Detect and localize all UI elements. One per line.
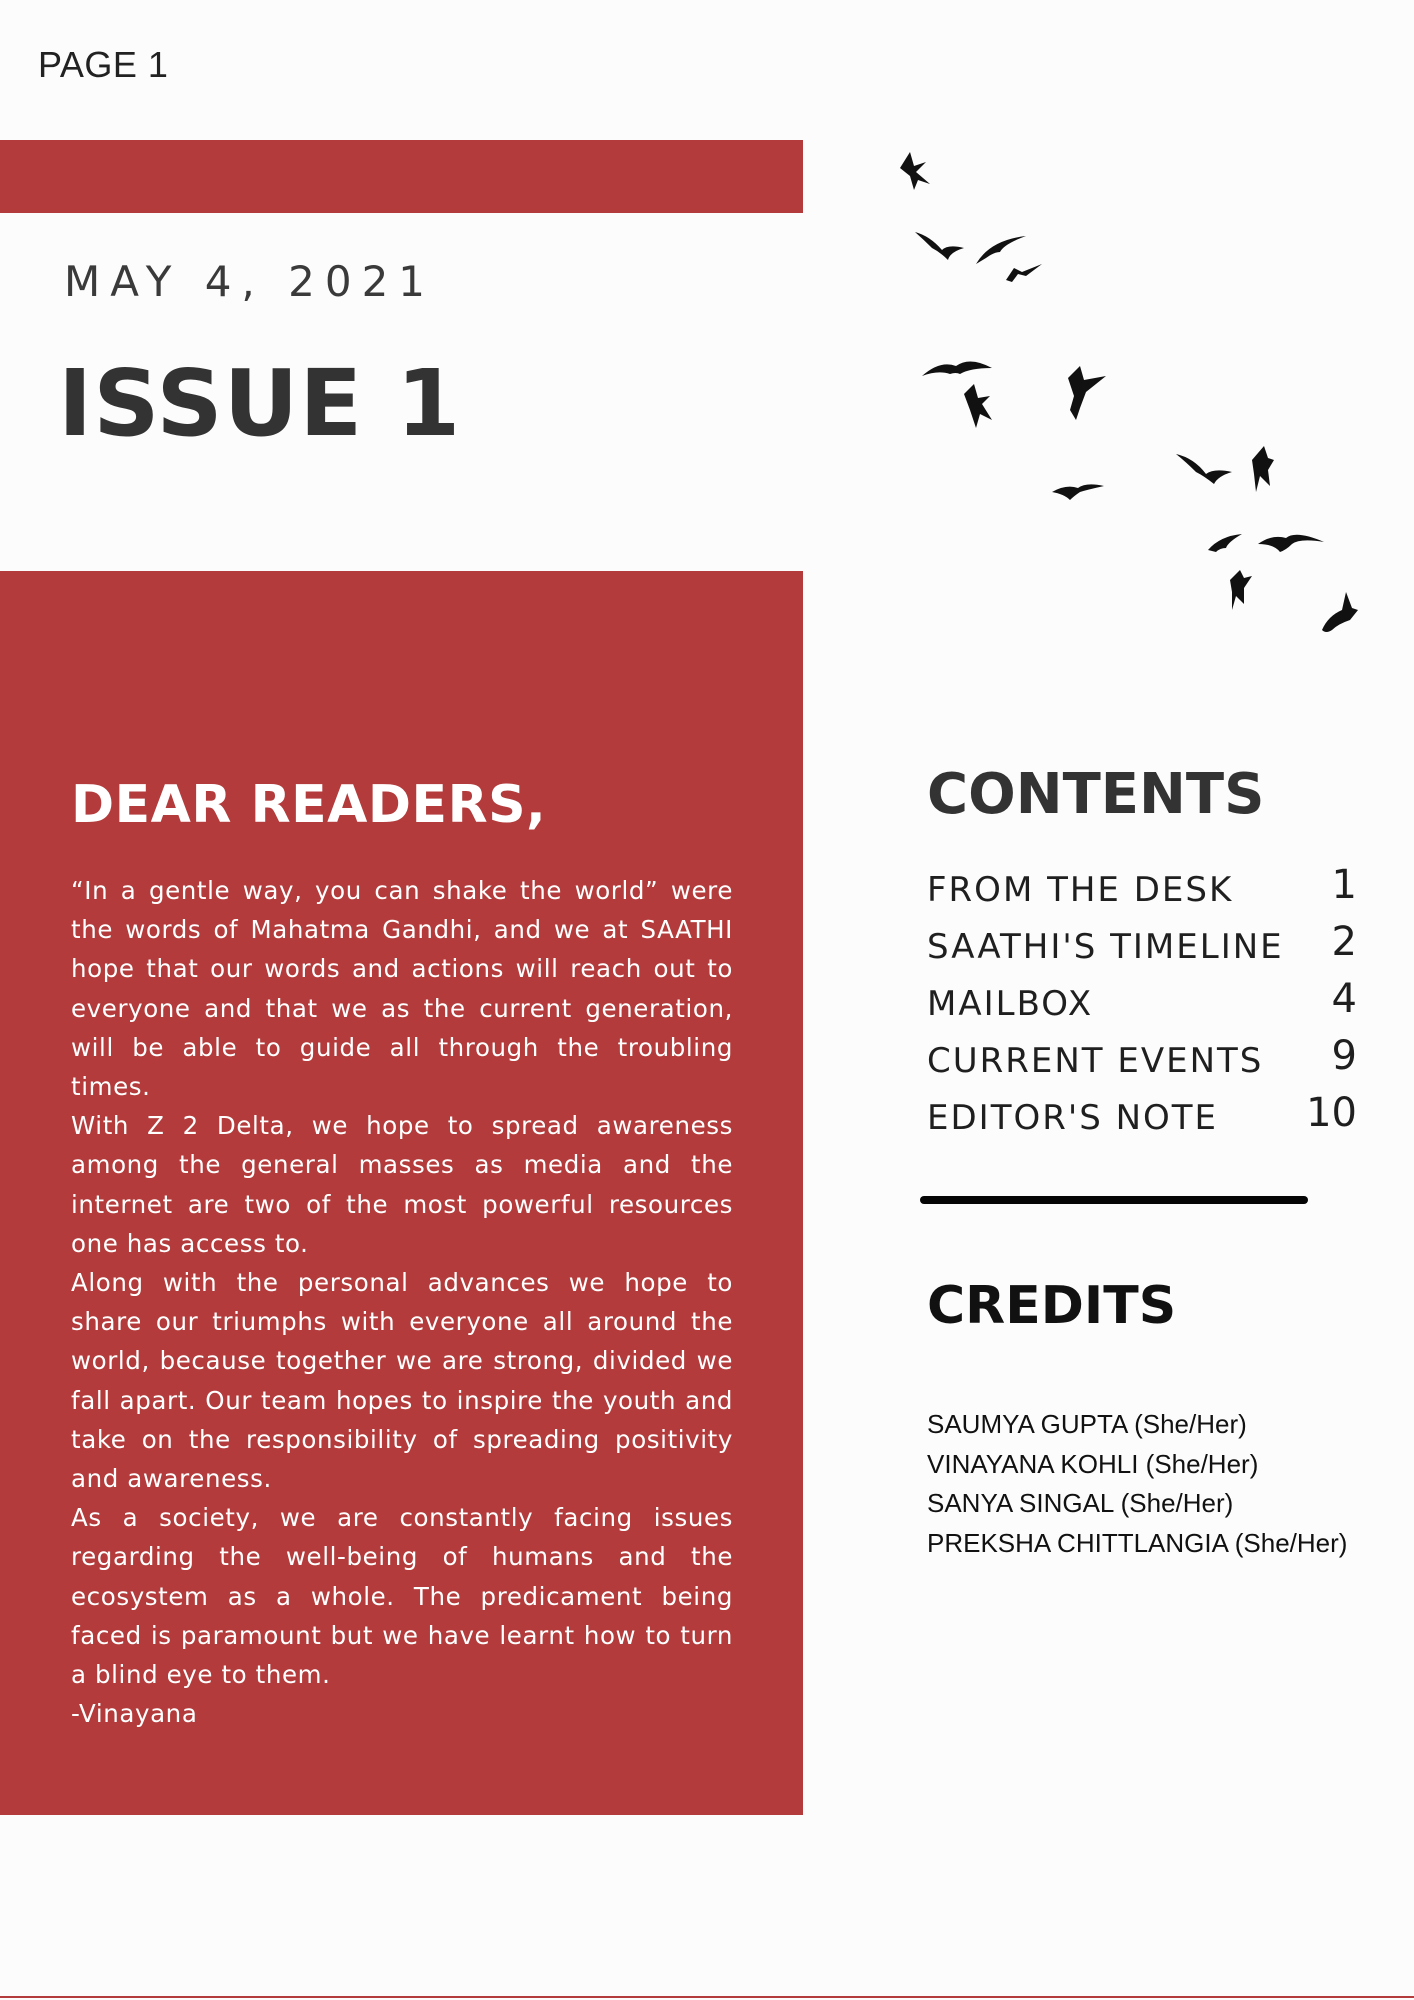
- letter-paragraph: “In a gentle way, you can shake the world” were the words of Mahatma Gandhi, and we at SAATHI hope that our words and actions will reach out to everyone and that we as the current generation, will be able to guide all through the troubling times.: [71, 876, 733, 1102]
- contents-item-title: SAATHI'S TIMELINE: [927, 927, 1284, 967]
- flying-birds-illustration: [880, 140, 1360, 650]
- bird-icon: [1258, 535, 1324, 552]
- contents-item-title: FROM THE DESK: [927, 870, 1234, 910]
- bird-icon: [976, 236, 1026, 264]
- bird-icon: [1208, 534, 1242, 552]
- bird-icon: [1006, 264, 1042, 282]
- top-accent-bar: [0, 140, 803, 213]
- contents-item-title: EDITOR'S NOTE: [927, 1098, 1219, 1138]
- bird-icon: [1230, 570, 1252, 610]
- contents-item-page: 2: [1331, 919, 1357, 965]
- letter-signature: -Vinayana: [71, 1699, 198, 1729]
- contents-item-title: MAILBOX: [927, 984, 1094, 1024]
- bird-flock-icon: [900, 152, 1358, 632]
- contents-item[interactable]: [927, 1090, 1367, 1147]
- letter-heading: DEAR READERS,: [71, 775, 547, 835]
- credits-list: [927, 1405, 1347, 1563]
- bird-icon: [964, 384, 992, 428]
- contents-item[interactable]: [927, 862, 1367, 919]
- credit-name: SANYA SINGAL (She/Her): [927, 1488, 1234, 1518]
- bird-icon: [922, 361, 992, 376]
- issue-title: ISSUE 1: [58, 350, 462, 457]
- letter-body: [71, 871, 733, 1733]
- contents-item-page: 9: [1331, 1033, 1357, 1079]
- page-label: PAGE 1: [38, 44, 169, 85]
- letter-paragraph: Along with the personal advances we hope to share our triumphs with everyone all around the world, because together we are strong, divided we fall apart. Our team hopes to inspire the youth and take on the responsibility of spreading positivity and awareness.: [71, 1268, 733, 1494]
- bird-icon: [1252, 446, 1274, 492]
- contents-item[interactable]: [927, 919, 1367, 976]
- bird-icon: [1068, 366, 1106, 420]
- bird-icon: [1322, 592, 1358, 632]
- contents-item-page: 4: [1331, 976, 1357, 1022]
- bird-icon: [900, 152, 930, 190]
- contents-item-page: 1: [1331, 862, 1357, 908]
- bottom-accent-line: [0, 1996, 1414, 1998]
- contents-item[interactable]: [927, 976, 1367, 1033]
- bird-icon: [915, 232, 964, 260]
- credit-name: VINAYANA KOHLI (She/Her): [927, 1448, 1259, 1479]
- bird-icon: [1052, 484, 1104, 500]
- contents-list: [927, 862, 1367, 1147]
- contents-item-title: CURRENT EVENTS: [927, 1041, 1264, 1081]
- letter-paragraph: As a society, we are constantly facing issues regarding the well-being of humans and the ecosystem as a whole. The predicament being faced is paramount but we have learnt how to turn a blind eye to them.: [71, 1503, 733, 1690]
- section-divider: [920, 1196, 1308, 1204]
- credit-name: SAUMYA GUPTA (She/Her): [927, 1409, 1247, 1439]
- issue-date: MAY 4, 2021: [64, 257, 436, 306]
- bird-icon: [1176, 454, 1232, 484]
- credit-name: PREKSHA CHITTLANGIA (She/Her): [927, 1527, 1348, 1558]
- contents-heading: CONTENTS: [927, 762, 1265, 827]
- contents-item-page: 10: [1306, 1090, 1357, 1136]
- contents-item[interactable]: [927, 1033, 1367, 1090]
- letter-paragraph: With Z 2 Delta, we hope to spread awareness among the general masses as media and the internet are two of the most powerful resources one has access to.: [71, 1111, 733, 1258]
- credits-heading: CREDITS: [927, 1276, 1177, 1336]
